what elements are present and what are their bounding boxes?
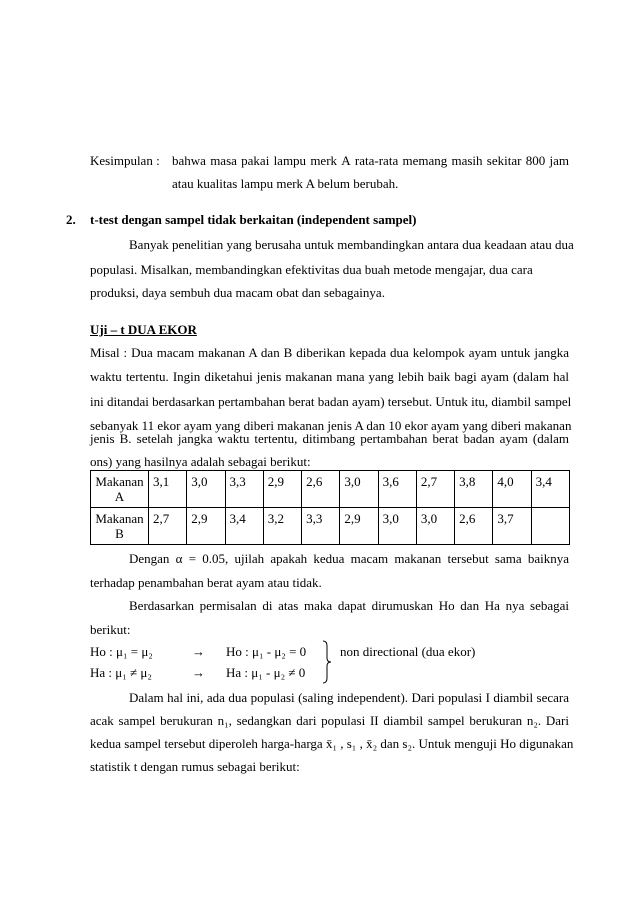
- populasi-line-2: acak sampel berukuran n₁, sedangkan dari populasi II diambil sampel berukuran n₂. Dari: [90, 713, 569, 728]
- table-cell: 2,7: [416, 471, 454, 508]
- alpha-line-2: terhadap penambahan berat ayam atau tidak.: [90, 575, 322, 590]
- kesimpulan-word: merk: [310, 153, 338, 168]
- table-cell: 3,8: [455, 471, 493, 508]
- kesimpulan-word: memang: [402, 153, 448, 168]
- ha-arrow-icon: →: [192, 665, 205, 680]
- table-cell: 3,0: [187, 471, 225, 508]
- table-cell: 3,3: [302, 508, 340, 545]
- table-cell: 2,9: [263, 471, 301, 508]
- uji-line-6: ons) yang hasilnya adalah sebagai berikut:: [90, 454, 311, 469]
- table-cell: 2,6: [302, 471, 340, 508]
- rumus-line-2: berikut:: [90, 622, 131, 637]
- row-label: Makanan B: [91, 508, 149, 545]
- table-cell: 3,2: [263, 508, 301, 545]
- uji-line-4: sebanyak 11 ekor ayam yang diberi makanan jenis A dan 10 ekor ayam yang diberi makanan: [90, 418, 572, 433]
- kesimpulan-word: A: [341, 153, 351, 168]
- kesimpulan-word: 800: [525, 153, 546, 168]
- table-cell: 3,4: [531, 471, 569, 508]
- table-cell: 3,6: [378, 471, 416, 508]
- ho-left: Ho : μ₁ = μ₂: [90, 644, 153, 659]
- kesimpulan-line-1: [172, 154, 569, 167]
- table-cell: 4,0: [493, 471, 531, 508]
- populasi-line-1: Dalam hal ini, ada dua populasi (saling independent). Dari populasi I diambil secara: [129, 690, 569, 705]
- table-cell: [531, 508, 569, 545]
- table-cell: 3,3: [225, 471, 263, 508]
- kesimpulan-word: masih: [451, 153, 483, 168]
- ha-right: Ha : μ₁ - μ₂ ≠ 0: [226, 665, 306, 680]
- table-cell: 3,0: [340, 471, 378, 508]
- table-cell: 3,0: [416, 508, 454, 545]
- section-number: 2.: [66, 212, 76, 227]
- section-para-line-2: populasi. Misalkan, membandingkan efektivitas dua buah metode mengajar, dua cara: [90, 262, 533, 277]
- uji-line-5: jenis B. setelah jangka waktu tertentu, ditimbang pertambahan berat badan ayam (dalam: [90, 431, 569, 446]
- uji-heading: Uji – t DUA EKOR: [90, 322, 197, 337]
- populasi-line-3: kedua sampel tersebut diperoleh harga-harga x̄₁ , s₁ , x̄₂ dan s₂. Untuk menguji Ho digunakan: [90, 736, 574, 751]
- kesimpulan-word: sekitar: [486, 153, 522, 168]
- alpha-line-1: Dengan α = 0.05, ujilah apakah kedua macam makanan tersebut sama baiknya: [129, 551, 569, 566]
- ho-arrow-icon: →: [192, 644, 205, 659]
- kesimpulan-word: pakai: [241, 153, 270, 168]
- non-directional-note: non directional (dua ekor): [340, 644, 476, 659]
- kesimpulan-label: Kesimpulan :: [90, 153, 160, 168]
- table-row: [91, 471, 570, 508]
- table-cell: 3,7: [493, 508, 531, 545]
- curly-brace-icon: [322, 640, 332, 684]
- table-cell: 3,1: [149, 471, 187, 508]
- row-label: Makanan A: [91, 471, 149, 508]
- ho-right: Ho : μ₁ - μ₂ = 0: [226, 644, 307, 659]
- populasi-line-4: statistik t dengan rumus sebagai berikut:: [90, 759, 300, 774]
- table-row: [91, 508, 570, 545]
- kesimpulan-word: masa: [210, 153, 237, 168]
- table-cell: 2,9: [187, 508, 225, 545]
- kesimpulan-word: rata-rata: [354, 153, 399, 168]
- table-cell: 2,6: [455, 508, 493, 545]
- data-table: [90, 470, 570, 545]
- uji-line-2: waktu tertentu. Ingin diketahui jenis makanan mana yang lebih baik bagi ayam (dalam hal: [90, 369, 569, 384]
- section-para-line-3: produksi, daya sembuh dua macam obat dan sebagainya.: [90, 285, 385, 300]
- ha-left: Ha : μ₁ ≠ μ₂: [90, 665, 152, 680]
- table-cell: 3,4: [225, 508, 263, 545]
- table-cell: 2,9: [340, 508, 378, 545]
- uji-line-3: ini ditandai berdasarkan pertambahan berat badan ayam) tersebut. Untuk itu, diambil sampel: [90, 394, 572, 409]
- section-para-line-1: Banyak penelitian yang berusaha untuk membandingkan antara dua keadaan atau dua: [129, 237, 574, 252]
- table-cell: 3,0: [378, 508, 416, 545]
- table-cell: 2,7: [149, 508, 187, 545]
- section-title: t-test dengan sampel tidak berkaitan (independent sampel): [90, 212, 417, 227]
- uji-line-1: Misal : Dua macam makanan A dan B diberikan kepada dua kelompok ayam untuk jangka: [90, 345, 569, 360]
- kesimpulan-word: lampu: [273, 153, 307, 168]
- rumus-line-1: Berdasarkan permisalan di atas maka dapat dirumuskan Ho dan Ha nya sebagai: [129, 598, 569, 613]
- kesimpulan-line-2: atau kualitas lampu merk A belum berubah.: [172, 176, 399, 191]
- kesimpulan-word: jam: [549, 153, 569, 168]
- kesimpulan-word: bahwa: [172, 153, 206, 168]
